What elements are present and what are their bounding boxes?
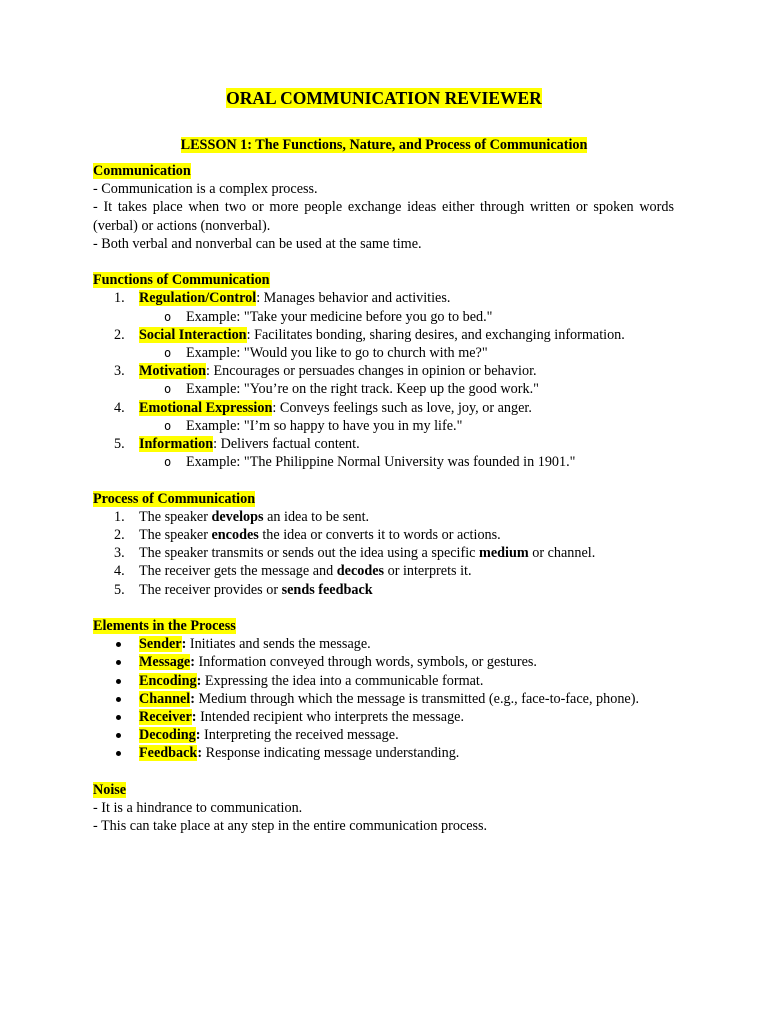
list-number: 1.	[114, 290, 125, 307]
spacer	[93, 471, 674, 489]
document-title	[0, 88, 768, 108]
function-example	[93, 308, 674, 326]
element-colon: :	[190, 690, 195, 707]
process-step-text: The speaker transmits or sends out the idea using a specific	[139, 545, 480, 562]
section-heading-functions	[93, 271, 674, 289]
process-step-keyword: medium	[479, 545, 529, 562]
process-step-text: the idea or converts it to words or actions.	[258, 527, 501, 544]
element-term: Sender	[139, 636, 182, 653]
element-description: Expressing the idea into a communicable format.	[201, 672, 484, 689]
lesson-heading-text: LESSON 1: The Functions, Nature, and Process of Communication	[180, 137, 588, 153]
list-number: 5.	[114, 581, 125, 598]
process-step-keyword: encodes	[211, 527, 259, 544]
function-example-text: Example: "I’m so happy to have you in my life."	[186, 417, 463, 434]
bullet-dot	[116, 642, 121, 647]
section-heading-elements-text: Elements in the Process	[93, 618, 236, 635]
section-heading-noise-text: Noise	[93, 781, 127, 798]
element-description: Initiates and sends the message.	[186, 636, 371, 653]
process-step	[93, 544, 674, 562]
element-term: Channel	[139, 690, 191, 707]
list-number: 4.	[114, 563, 125, 580]
section-heading-noise	[93, 781, 674, 799]
process-step	[93, 562, 674, 580]
element-description: Medium through which the message is transmitted (e.g., face-to-face, phone).	[194, 690, 639, 707]
spacer	[93, 763, 674, 781]
function-example	[93, 417, 674, 435]
function-description: : Delivers factual content.	[213, 436, 360, 453]
element-term: Feedback	[139, 745, 198, 762]
section-heading-functions-text: Functions of Communication	[93, 272, 270, 289]
function-item	[93, 362, 674, 380]
bullet-dot	[116, 697, 121, 702]
section-heading-process	[93, 490, 674, 508]
function-item	[93, 289, 674, 307]
list-number: 3.	[114, 545, 125, 562]
bullet-dot	[116, 733, 121, 738]
document-body	[93, 162, 674, 835]
process-step-text: or interprets it.	[384, 563, 472, 580]
element-colon: :	[197, 745, 203, 762]
sub-bullet-marker: o	[164, 418, 172, 433]
function-term: Regulation/Control	[139, 290, 257, 307]
element-colon: :	[191, 709, 197, 726]
list-number: 3.	[114, 363, 125, 380]
function-description: : Conveys feelings such as love, joy, or anger.	[272, 399, 532, 416]
noise-line: - This can take place at any step in the entire communication process.	[93, 818, 488, 835]
process-step	[93, 526, 674, 544]
elements-list	[93, 635, 674, 762]
spacer	[93, 599, 674, 617]
function-term: Motivation	[139, 363, 206, 380]
spacer	[93, 253, 674, 271]
list-number: 2.	[114, 527, 125, 544]
function-example-list	[93, 380, 674, 398]
sub-bullet-marker: o	[164, 346, 172, 361]
element-term: Encoding	[139, 672, 197, 689]
communication-line: - Communication is a complex process.	[93, 181, 318, 198]
function-term: Emotional Expression	[139, 399, 273, 416]
list-number: 5.	[114, 436, 125, 453]
process-step-text: The receiver provides or	[139, 581, 282, 598]
element-term: Message	[139, 654, 191, 671]
element-item	[93, 672, 674, 690]
process-step	[93, 508, 674, 526]
process-step-keyword: sends feedback	[281, 581, 373, 598]
element-item	[93, 690, 674, 708]
element-item	[93, 635, 674, 653]
process-list	[93, 508, 674, 599]
function-example-wrap	[93, 380, 674, 398]
document-title-text: ORAL COMMUNICATION REVIEWER	[226, 88, 542, 108]
element-item	[93, 744, 674, 762]
function-example-list	[93, 417, 674, 435]
element-item	[93, 653, 674, 671]
function-description: : Encourages or persuades changes in opinion or behavior.	[206, 363, 537, 380]
bullet-dot	[116, 660, 121, 665]
lesson-heading	[0, 136, 768, 154]
process-step-keyword: decodes	[336, 563, 385, 580]
element-description: Interpreting the received message.	[200, 727, 399, 744]
function-term: Information	[139, 436, 214, 453]
element-description: Response indicating message understanding.	[202, 745, 460, 762]
sub-bullet-marker: o	[164, 382, 172, 397]
element-description: Information conveyed through words, symbols, or gestures.	[194, 654, 537, 671]
process-step-text: or channel.	[528, 545, 596, 562]
element-colon: :	[196, 672, 202, 689]
bullet-dot	[116, 679, 121, 684]
function-example-wrap	[93, 453, 674, 471]
list-number: 2.	[114, 326, 125, 343]
function-example-list	[93, 344, 674, 362]
element-description: Intended recipient who interprets the message.	[196, 709, 465, 726]
function-example-wrap	[93, 344, 674, 362]
function-description: : Manages behavior and activities.	[256, 290, 451, 307]
function-item	[93, 326, 674, 344]
section-heading-communication	[93, 162, 674, 180]
function-example-list	[93, 308, 674, 326]
element-item	[93, 726, 674, 744]
communication-line: - Both verbal and nonverbal can be used at the same time.	[93, 235, 422, 252]
element-colon: :	[195, 727, 201, 744]
function-example-text: Example: "Would you like to go to church with me?"	[186, 345, 488, 362]
list-number: 1.	[114, 508, 125, 525]
process-step-text: The speaker	[139, 508, 212, 525]
function-example	[93, 344, 674, 362]
section-heading-elements	[93, 617, 674, 635]
function-example	[93, 453, 674, 471]
process-step-text: an idea to be sent.	[263, 508, 370, 525]
section-heading-communication-text: Communication	[93, 163, 191, 179]
element-term: Receiver	[139, 709, 192, 726]
function-example	[93, 380, 674, 398]
element-item	[93, 708, 674, 726]
bullet-dot	[116, 751, 121, 756]
section-heading-process-text: Process of Communication	[93, 490, 256, 507]
function-item	[93, 435, 674, 453]
function-item	[93, 399, 674, 417]
function-example-text: Example: "You’re on the right track. Keep up the good work."	[186, 381, 539, 398]
function-term: Social Interaction	[139, 326, 247, 343]
element-term: Decoding	[139, 727, 196, 744]
element-colon: :	[181, 636, 187, 653]
bullet-dot	[116, 715, 121, 720]
communication-line: - It takes place when two or more people exchange ideas either through written or spoken words (verbal) or actions (nonverbal).	[93, 199, 674, 234]
function-example-wrap	[93, 417, 674, 435]
sub-bullet-marker: o	[164, 309, 172, 324]
process-step	[93, 581, 674, 599]
function-example-wrap	[93, 308, 674, 326]
function-example-text: Example: "The Philippine Normal University was founded in 1901."	[186, 454, 576, 471]
sub-bullet-marker: o	[164, 455, 172, 470]
function-example-text: Example: "Take your medicine before you go to bed."	[186, 308, 493, 325]
functions-list	[93, 289, 674, 471]
function-description: : Facilitates bonding, sharing desires, and exchanging information.	[246, 326, 625, 343]
process-step-text: The speaker	[139, 527, 212, 544]
process-step-text: The receiver gets the message and	[139, 563, 337, 580]
element-colon: :	[190, 654, 195, 671]
process-step-keyword: develops	[211, 508, 264, 525]
list-number: 4.	[114, 399, 125, 416]
noise-line: - It is a hindrance to communication.	[93, 800, 303, 817]
function-example-list	[93, 453, 674, 471]
